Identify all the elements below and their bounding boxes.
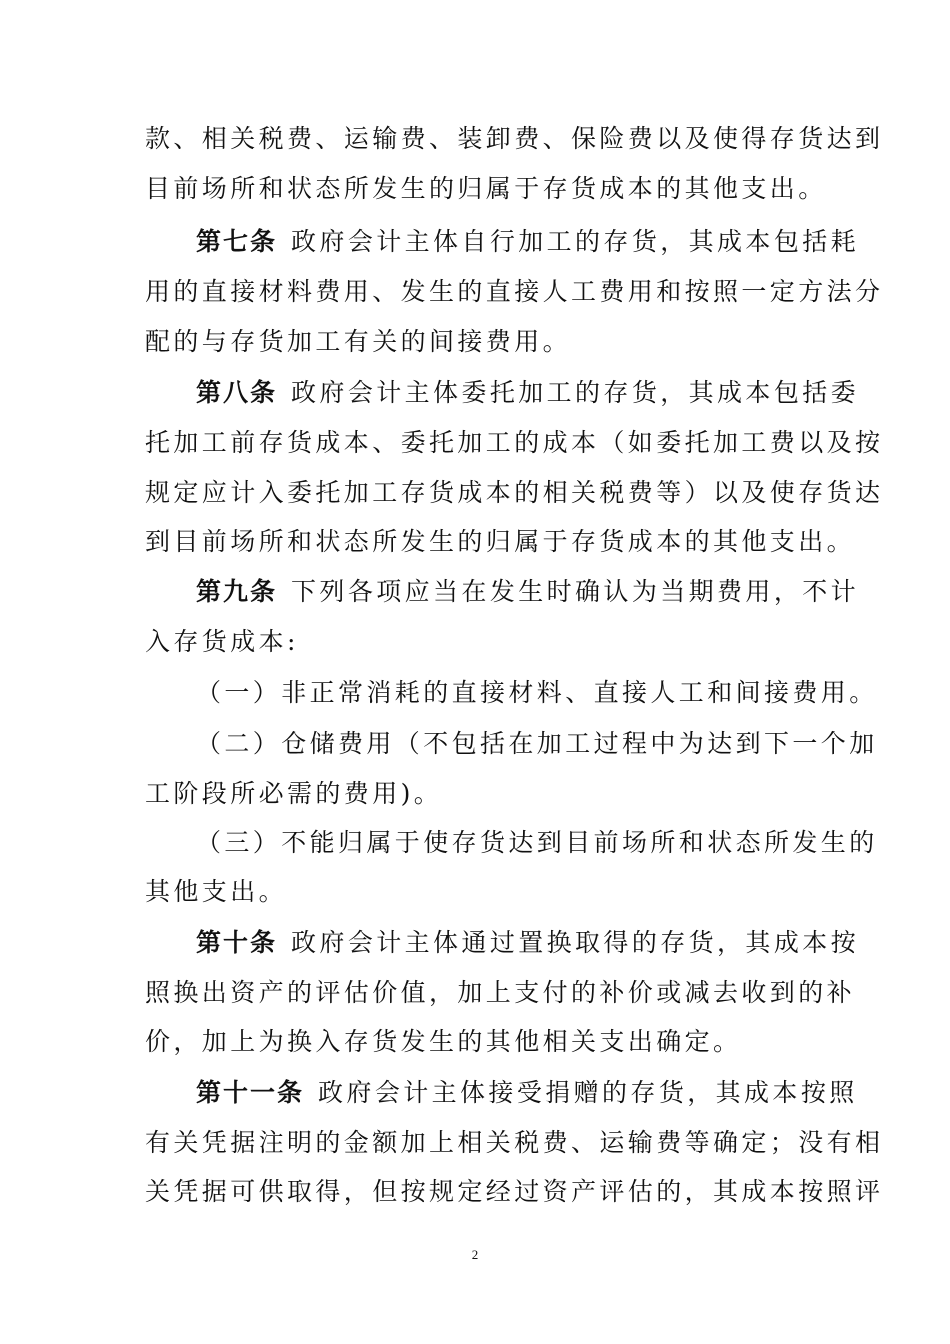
text-line: 用的直接材料费用、发生的直接人工费用和按照一定方法分: [145, 277, 884, 306]
text-line: 下列各项应当在发生时确认为当期费用，不计: [291, 577, 860, 606]
text-line: 关凭据可供取得，但按规定经过资产评估的，其成本按照评: [145, 1177, 884, 1206]
article-8-heading: 第八条: [196, 378, 278, 407]
article-8-paragraph: [196, 378, 860, 408]
text-line: 到目前场所和状态所发生的归属于存货成本的其他支出。: [145, 527, 856, 556]
page-number: 2: [471, 1247, 479, 1262]
text-line: 其他支出。: [145, 877, 288, 906]
list-item: （三）不能归属于使存货达到目前场所和状态所发生的: [196, 828, 878, 857]
text-line: 政府会计主体委托加工的存货，其成本包括委: [291, 378, 860, 407]
article-7-heading: 第七条: [196, 227, 278, 256]
text-line: 照换出资产的评估价值，加上支付的补价或减去收到的补: [145, 978, 856, 1007]
text-line: 入存货成本:: [145, 627, 299, 656]
article-9-paragraph: [196, 577, 860, 607]
text-line: 政府会计主体自行加工的存货，其成本包括耗: [291, 227, 860, 256]
article-11-paragraph: [196, 1078, 858, 1108]
text-line: 政府会计主体通过置换取得的存货，其成本按: [291, 928, 860, 957]
list-item: （二）仓储费用（不包括在加工过程中为达到下一个加: [196, 729, 878, 758]
text-line: 托加工前存货成本、委托加工的成本（如委托加工费以及按: [145, 428, 884, 457]
article-11-heading: 第十一条: [196, 1078, 305, 1107]
text-line: 价，加上为换入存货发生的其他相关支出确定。: [145, 1027, 742, 1056]
article-10-heading: 第十条: [196, 928, 278, 957]
text-line: 工阶段所必需的费用)。: [145, 779, 443, 808]
text-line: 目前场所和状态所发生的归属于存货成本的其他支出。: [145, 174, 827, 203]
article-9-heading: 第九条: [196, 577, 278, 606]
text-line: 款、相关税费、运输费、装卸费、保险费以及使得存货达到: [145, 124, 884, 153]
article-7-paragraph: [196, 227, 860, 257]
text-line: 政府会计主体接受捐赠的存货，其成本按照: [318, 1078, 858, 1107]
list-item: （一）非正常消耗的直接材料、直接人工和间接费用。: [196, 678, 878, 707]
text-line: 有关凭据注明的金额加上相关税费、运输费等确定；没有相: [145, 1128, 884, 1157]
article-10-paragraph: [196, 928, 860, 958]
text-line: 规定应计入委托加工存货成本的相关税费等）以及使存货达: [145, 478, 884, 507]
text-line: 配的与存货加工有关的间接费用。: [145, 327, 572, 356]
